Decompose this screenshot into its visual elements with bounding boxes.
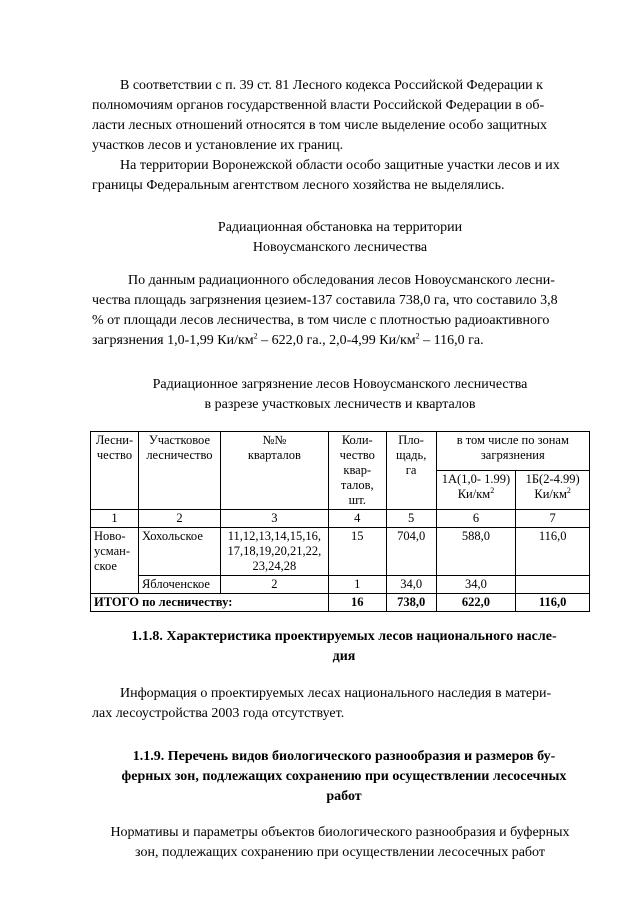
superscript-2: 2	[490, 485, 495, 495]
table-header-row	[91, 432, 590, 471]
radiation-paragraph	[92, 271, 596, 351]
superscript-2: 2	[415, 331, 420, 341]
intro-p1-line-1: В соответствии с п. 39 ст. 81 Лесного кодекса Российской Федерации к	[120, 78, 543, 93]
section-119-text-line-2: зон, подлежащих сохранению при осуществлении лесосечных работ	[135, 845, 545, 860]
radiation-heading-line-1: Радиационная обстановка на территории	[217, 220, 463, 235]
header-lesnichestvo: Лесни- чество	[91, 432, 139, 510]
header-uchastkovoe: Участковое лесничество	[138, 432, 220, 510]
header-zone-1b	[516, 471, 590, 510]
radiation-heading	[80, 218, 600, 258]
radiation-line-2: чества площадь загрязнения цезием-137 составила 738,0 га, что составило 3,8	[92, 293, 558, 308]
intro-p1-line-2: полномочиям органов государственной власти Российской Федерации в об-	[92, 98, 545, 113]
header-zone-1a	[436, 471, 516, 510]
total-zone-1a: 622,0	[436, 594, 516, 612]
cell-zone-1b: 116,0	[516, 528, 590, 576]
total-label: ИТОГО по лесничеству:	[91, 594, 329, 612]
col-number-6: 6	[436, 510, 516, 528]
table-title-line-1: Радиационное загрязнение лесов Новоусманского лесничества	[152, 377, 528, 392]
cell-zone-1a: 588,0	[436, 528, 516, 576]
header-zones: в том числе по зонам загрязнения	[436, 432, 589, 471]
header-zone-1b-text: 1Б(2-4.99) Ки/км	[525, 472, 580, 501]
col-number-4: 4	[328, 510, 386, 528]
cell-kolichestvo: 1	[328, 576, 386, 594]
table-row	[91, 576, 590, 594]
section-118-heading-line-2: дия	[332, 649, 356, 664]
table-title	[80, 375, 600, 415]
col-number-5: 5	[386, 510, 436, 528]
radiation-table	[90, 431, 590, 612]
intro-p2-line-1: На территории Воронежской области особо защитные участки лесов и их	[120, 158, 560, 173]
header-kvartaly: №№ кварталов	[220, 432, 328, 510]
section-119-text	[70, 823, 610, 863]
cell-ploshad: 704,0	[386, 528, 436, 576]
radiation-line-4	[92, 331, 596, 351]
total-kolichestvo: 16	[328, 594, 386, 612]
section-119-heading-line-2: ферных зон, подлежащих сохранению при осуществлении лесосечных	[121, 769, 567, 784]
radiation-line-1: По данным радиационного обследования лесов Новоусманского лесни-	[128, 273, 555, 288]
table-title-line-2: в разрезе участковых лесничеств и кварталов	[204, 397, 476, 412]
cell-lesnichestvo: Ново- усман- ское	[91, 528, 139, 594]
column-number-row	[91, 510, 590, 528]
section-119-heading-line-3: работ	[326, 789, 362, 804]
radiation-line-4-part-a: загрязнения 1,0-1,99 Ки/км	[92, 333, 254, 348]
col-number-2: 2	[138, 510, 220, 528]
section-118-heading	[92, 627, 596, 667]
table-total-row	[91, 594, 590, 612]
cell-kvartaly: 11,12,13,14,15,16, 17,18,19,20,21,22, 23,24,28	[220, 528, 328, 576]
radiation-line-3: % от площади лесов лесничества, в том числе с плотностью радиоактивного	[92, 313, 550, 328]
cell-ploshad: 34,0	[386, 576, 436, 594]
col-number-7: 7	[516, 510, 590, 528]
header-kolichestvo: Коли- чество квар- талов, шт.	[328, 432, 386, 510]
intro-paragraph-2	[92, 156, 596, 196]
section-119-heading	[92, 747, 596, 807]
header-zone-1a-text: 1А(1,0- 1.99) Ки/км	[441, 472, 511, 501]
cell-uchastkovoe: Хохольское	[138, 528, 220, 576]
cell-uchastkovoe: Яблоченское	[138, 576, 220, 594]
col-number-3: 3	[220, 510, 328, 528]
radiation-line-4-part-b: – 622,0 га., 2,0-4,99 Ки/км	[257, 333, 416, 348]
intro-p1-line-4: участков лесов и установление их границ.	[92, 138, 344, 153]
section-118-text	[92, 684, 596, 724]
section-119-heading-line-1: 1.1.9. Перечень видов биологического разнообразия и размеров бу-	[132, 749, 556, 764]
table-row	[91, 528, 590, 576]
superscript-2: 2	[566, 485, 571, 495]
intro-p2-line-2: границы Федеральным агентством лесного хозяйства не выделялись.	[92, 178, 505, 193]
cell-zone-1b	[516, 576, 590, 594]
superscript-2: 2	[253, 331, 258, 341]
section-118-heading-line-1: 1.1.8. Характеристика проектируемых лесов национального насле-	[131, 629, 557, 644]
section-118-text-line-1: Информация о проектируемых лесах национального наследия в матери-	[120, 686, 552, 701]
section-118-text-line-2: лах лесоустройства 2003 года отсутствует.	[92, 706, 345, 721]
cell-kvartaly: 2	[220, 576, 328, 594]
total-ploshad: 738,0	[386, 594, 436, 612]
col-number-1: 1	[91, 510, 139, 528]
header-ploshad: Пло- щадь, га	[386, 432, 436, 510]
cell-zone-1a: 34,0	[436, 576, 516, 594]
section-119-text-line-1: Нормативы и параметры объектов биологического разнообразия и буферных	[110, 825, 570, 840]
total-zone-1b: 116,0	[516, 594, 590, 612]
intro-paragraph-1	[92, 76, 596, 156]
radiation-line-4-part-c: – 116,0 га.	[419, 333, 484, 348]
intro-p1-line-3: ласти лесных отношений относятся в том числе выделение особо защитных	[92, 118, 548, 133]
radiation-heading-line-2: Новоусманского лесничества	[252, 240, 428, 255]
cell-kolichestvo: 15	[328, 528, 386, 576]
